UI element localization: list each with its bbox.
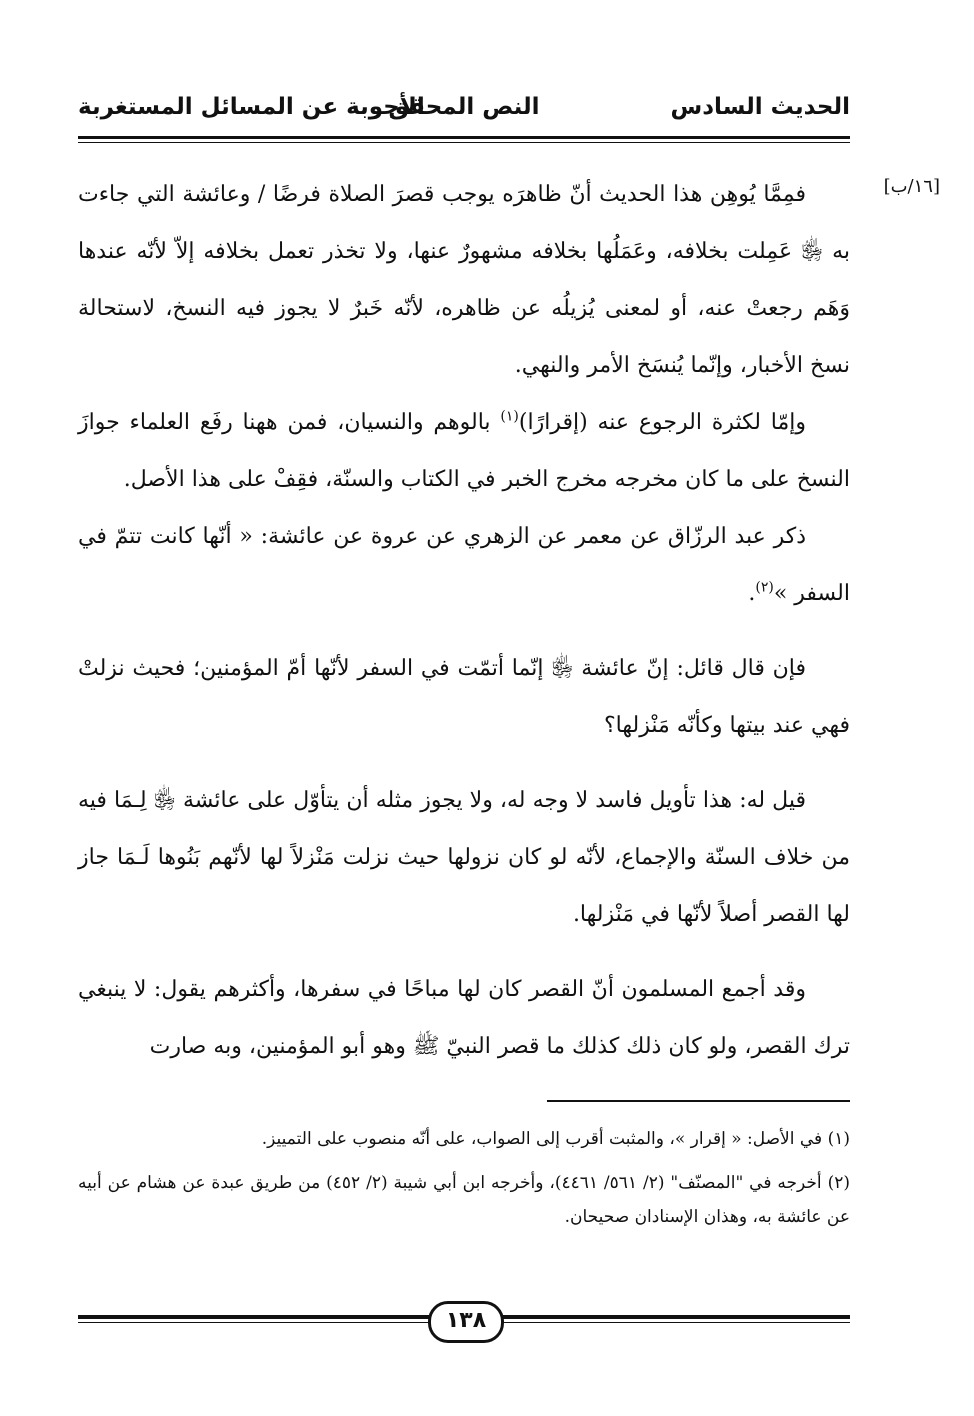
manuscript-folio-marker: [١٦/ب] — [883, 176, 940, 197]
section-title: النص المحقق — [388, 94, 540, 120]
running-header — [78, 88, 850, 132]
paragraph-text: وإمّا لكثرة الرجوع عنه (إقرارًا) — [518, 410, 806, 435]
footnote-divider — [547, 1100, 850, 1102]
main-text — [78, 166, 850, 1075]
chapter-title: الحديث السادس — [670, 94, 850, 120]
book-title: الأجوبة عن المسائل المستغربة — [78, 94, 425, 120]
footnote-1: (١) في الأصل: « إقرار »، والمثبت أقرب إلى الصواب، على أنّه منصوب على التمييز. — [261, 1129, 850, 1149]
paragraph-text: ذكر عبد الرزّاق عن معمر عن الزهري عن عروة عن عائشة: « أنّها كانت تتمّ في السفر » — [78, 524, 850, 606]
period: . — [748, 581, 756, 606]
paragraph: قيل له: هذا تأويل فاسد لا وجه له، ولا يجوز مثله أن يتأوّل على عائشة ﵂ لِـمَا فيه من خلاف السنّة والإجماع، لأنّه لو كان نزولها حيث نزلت مَنْزلاً لها لأنّهم بَنُوها لَـمَا جاز لها القصر أصلاً لأنّها في مَنْزلها. — [78, 788, 850, 927]
footnotes — [78, 1122, 850, 1244]
footnote-ref-2[interactable]: (٢) — [755, 579, 774, 596]
paragraph: فمِمَّا يُوهِن هذا الحديث أنّ ظاهرَه يوجب قصرَ الصلاة فرضًا / وعائشة التي جاءت به ﵂ عَمِلت بخلافه، وعَمَلُها بخلافه مشهورٌ عنها، ولا تخذر تعمل بخلافه إلاّ لأنّه عندها وَهَم رجعتْ عنه، أو لمعنى يُزيلُه عن ظاهره، لأنّه خَبرٌ لا يجوز فيه النسخ، لاستحالة نسخ الأخبار، وإنّما يُنسَخ الأمر والنهي. — [78, 182, 850, 378]
footnote-ref-1[interactable]: (١) — [500, 408, 519, 425]
paragraph — [78, 394, 850, 508]
paragraph: فإن قال قائل: إنّ عائشة ﵂ إنّما أتمّت في السفر لأنّها أمّ المؤمنين؛ فحيث نزلتْ فهي عند بيتها وكأنّه مَنْزلها؟ — [78, 656, 850, 738]
paragraph — [78, 508, 850, 622]
paragraph: وقد أجمع المسلمون أنّ القصر كان لها مباحًا في سفرها، وأكثرهم يقول: لا ينبغي ترك القصر، ولو كان ذلك كذلك ما قصر النبيّ ﷺ وهو أبو المؤمنين، وبه صارت — [78, 977, 850, 1059]
header-divider — [78, 136, 850, 143]
paragraph-text: بالوهم والنسيان، فمن ههنا رفَع العلماء جوازَ النسخ على ما كان مخرجه مخرج الخبر في الكتاب والسنّة، فقِفْ على هذا الأصل. — [78, 410, 850, 492]
page-number: ١٣٨ — [428, 1301, 504, 1343]
footnote-2: (٢) أخرجه في "المصنّف" (٢/ ٥٦١/ ٤٤٦١)، وأخرجه ابن أبي شيبة (٢/ ٤٥٢) من طريق عبدة عن هشام عن أبيه عن عائشة به، وهذان الإسنادان صحيحان. — [78, 1173, 850, 1227]
